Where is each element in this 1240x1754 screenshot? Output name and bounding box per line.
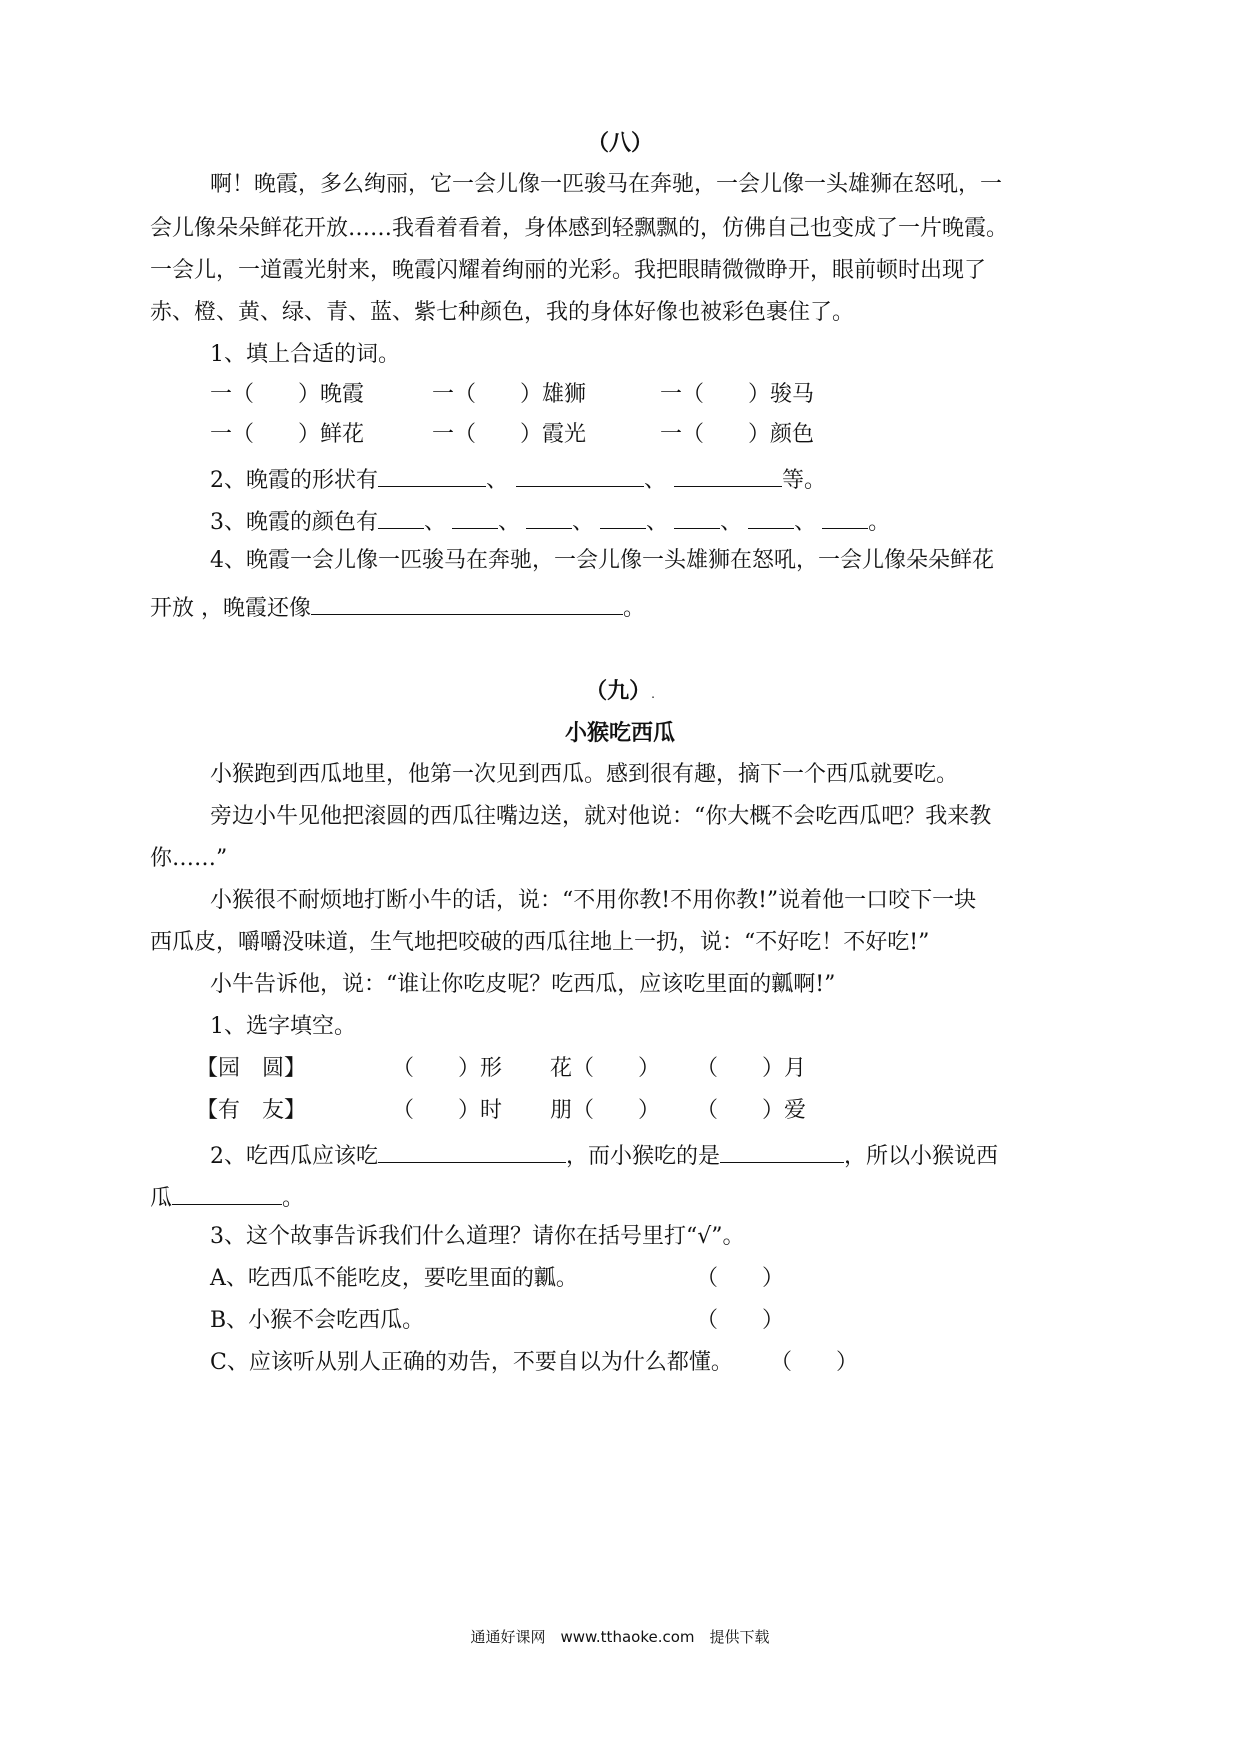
char-fill-item: （ ）形 <box>392 1056 503 1081</box>
question-title: 3、这个故事告诉我们什么道理？请你在括号里打“√”。 <box>210 1224 745 1249</box>
answer-blank[interactable] <box>378 1138 566 1163</box>
answer-blank[interactable] <box>452 504 498 529</box>
answer-blank[interactable] <box>311 590 623 615</box>
word-fill-item: 一（ ）雄狮 <box>432 382 587 407</box>
option-text: A、吃西瓜不能吃皮，要吃里面的瓤。 <box>210 1266 578 1291</box>
question-line: 开放 ，晚霞还像 。 <box>150 590 645 624</box>
question-color: 3、晚霞的颜色有 、 、 、 、 、 、 。 <box>210 504 890 538</box>
answer-blank[interactable] <box>516 462 644 487</box>
char-fill-item: （ ）爱 <box>696 1098 807 1123</box>
answer-blank[interactable] <box>822 504 868 529</box>
passage-line: 你……” <box>150 846 228 871</box>
answer-blank[interactable] <box>674 462 782 487</box>
word-fill-item: 一（ ）晚霞 <box>210 382 365 407</box>
question-line: 2、吃西瓜应该吃 ，而小猴吃的是 ，所以小猴说西 <box>210 1138 998 1172</box>
option-checkbox[interactable]: （ ） <box>696 1266 785 1291</box>
passage-line: 赤、橙、黄、绿、青、蓝、紫七种颜色，我的身体好像也被彩色裹住了。 <box>150 300 855 325</box>
story-title: 小猴吃西瓜 <box>564 720 675 746</box>
char-choice: 【园 圆】 <box>196 1056 307 1081</box>
word-fill-item: 一（ ）鲜花 <box>210 422 365 447</box>
question-title: 1、选字填空。 <box>210 1014 356 1039</box>
passage-line: 啊！晚霞，多么绚丽，它一会儿像一匹骏马在奔驰，一会儿像一头雄狮在怒吼，一 <box>210 172 1003 197</box>
question-prefix: 3、晚霞的颜色有 <box>210 510 378 535</box>
answer-blank[interactable] <box>378 462 486 487</box>
char-fill-item: （ ）月 <box>696 1056 807 1081</box>
passage-line: 会儿像朵朵鲜花开放……我看着看着，身体感到轻飘飘的，仿佛自己也变成了一片晚霞。 <box>150 216 1009 241</box>
section9-heading: （九）. <box>585 678 655 704</box>
answer-blank[interactable] <box>600 504 646 529</box>
word-fill-item: 一（ ）骏马 <box>660 382 815 407</box>
answer-blank[interactable] <box>748 504 794 529</box>
char-fill-item: （ ）时 <box>392 1098 503 1123</box>
answer-blank[interactable] <box>526 504 572 529</box>
question-line: 4、晚霞一会儿像一匹骏马在奔驰，一会儿像一头雄狮在怒吼，一会儿像朵朵鲜花 <box>210 548 994 573</box>
option-text: C、应该听从别人正确的劝告，不要自以为什么都懂。 <box>210 1350 733 1375</box>
char-choice: 【有 友】 <box>196 1098 307 1123</box>
answer-blank[interactable] <box>378 504 424 529</box>
answer-blank[interactable] <box>720 1138 844 1163</box>
question-title: 1、填上合适的词。 <box>210 342 400 367</box>
option-checkbox[interactable]: （ ） <box>696 1308 785 1333</box>
answer-blank[interactable] <box>172 1180 282 1205</box>
option-checkbox[interactable]: （ ） <box>770 1350 859 1375</box>
passage-line: 一会儿，一道霞光射来，晚霞闪耀着绚丽的光彩。我把眼睛微微睁开，眼前顿时出现了 <box>150 258 987 283</box>
passage-line: 小猴跑到西瓜地里，他第一次见到西瓜。感到很有趣，摘下一个西瓜就要吃。 <box>210 762 959 787</box>
passage-line: 西瓜皮，嚼嚼没味道，生气地把咬破的西瓜往地上一扔，说：“不好吃！不好吃!” <box>150 930 930 955</box>
question-line: 瓜 。 <box>150 1180 304 1214</box>
question-prefix: 2、晚霞的形状有 <box>210 468 378 493</box>
passage-line: 小牛告诉他，说：“谁让你吃皮呢？吃西瓜，应该吃里面的瓤啊!” <box>210 972 836 997</box>
word-fill-item: 一（ ）霞光 <box>432 422 587 447</box>
question-shape: 2、晚霞的形状有 、 、 等。 <box>210 462 826 496</box>
word-fill-item: 一（ ）颜色 <box>660 422 815 447</box>
char-fill-item: 朋（ ） <box>550 1098 661 1123</box>
char-fill-item: 花（ ） <box>550 1056 661 1081</box>
section8-heading: （八） <box>586 130 653 156</box>
passage-line: 旁边小牛见他把滚圆的西瓜往嘴边送，就对他说：“你大概不会吃西瓜吧？我来教 <box>210 804 992 829</box>
footer-text: 通通好课网 www.tthaoke.com 提供下载 <box>470 1628 770 1646</box>
passage-line: 小猴很不耐烦地打断小牛的话，说：“不用你教!不用你教!”说着他一口咬下一块 <box>210 888 977 913</box>
option-text: B、小猴不会吃西瓜。 <box>210 1308 425 1333</box>
answer-blank[interactable] <box>674 504 720 529</box>
